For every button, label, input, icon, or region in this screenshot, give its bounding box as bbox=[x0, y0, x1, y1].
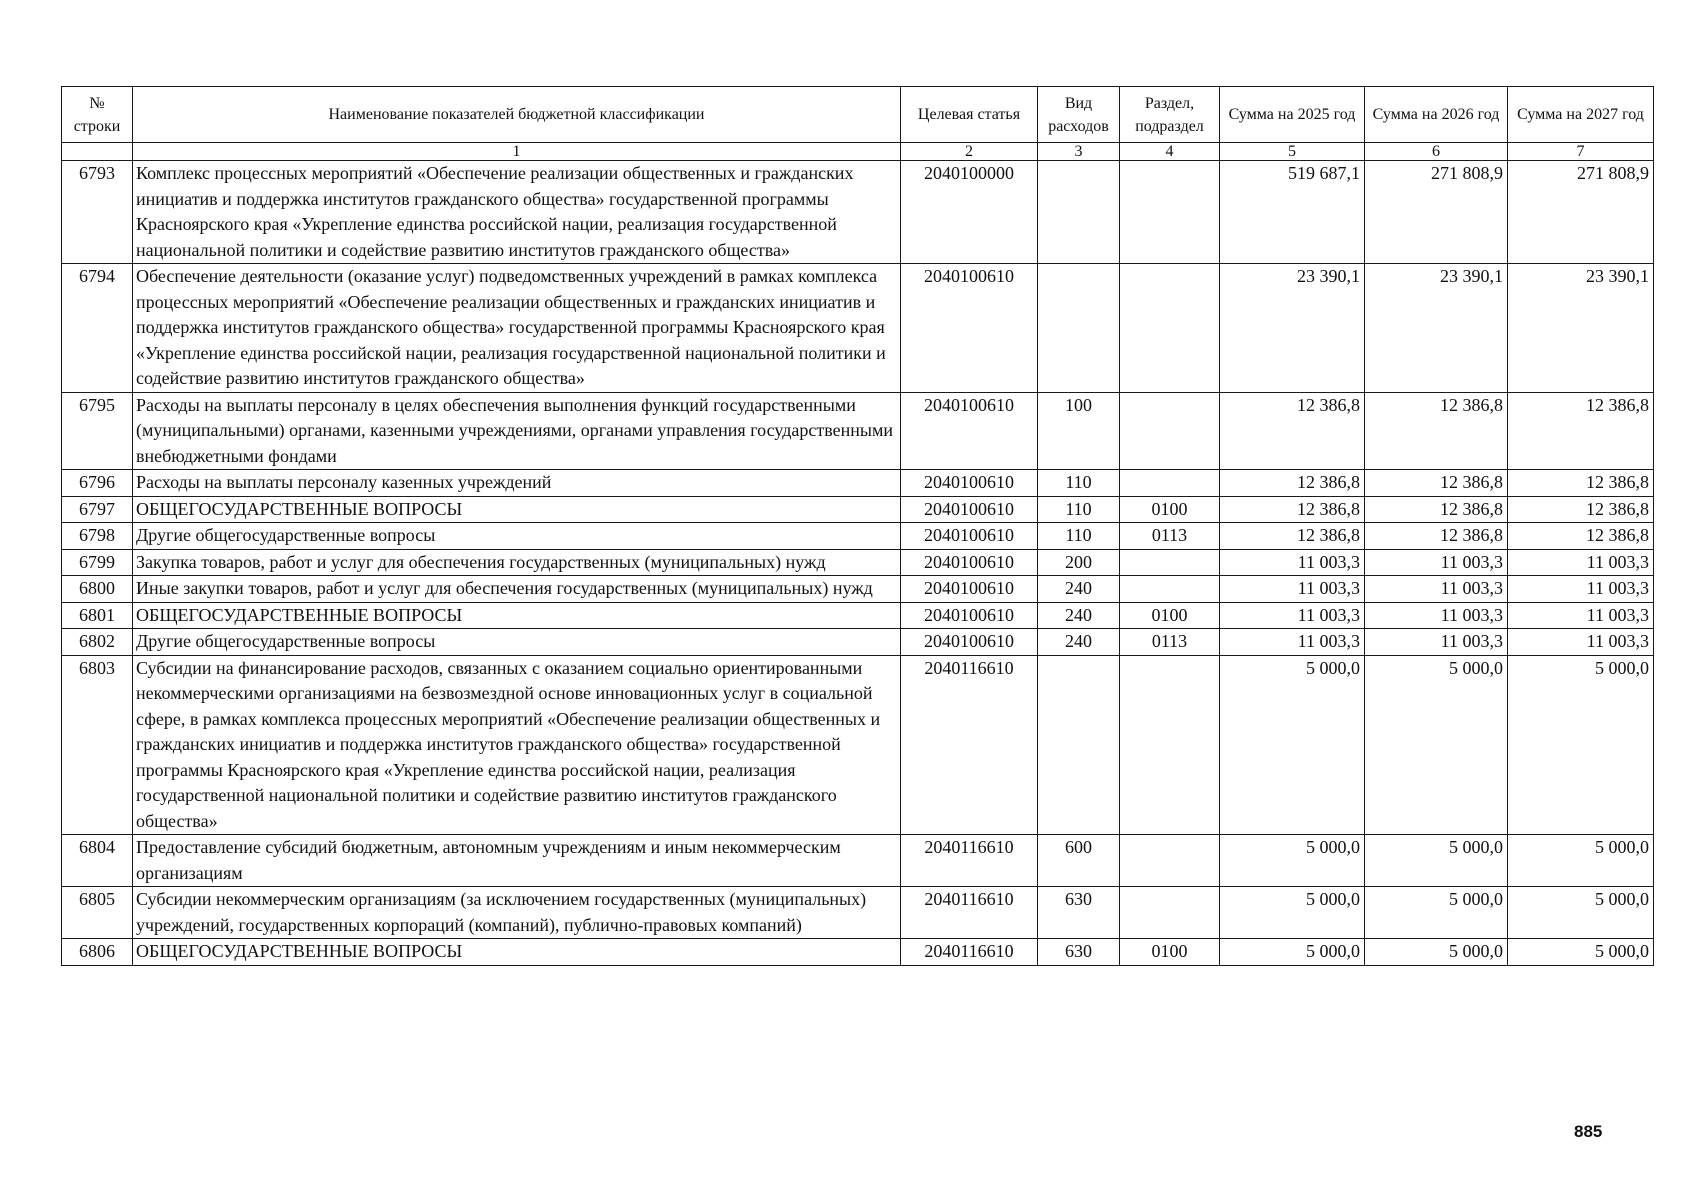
row-number: 6799 bbox=[62, 549, 133, 576]
table-row bbox=[62, 523, 1654, 550]
sum-2027: 12 386,8 bbox=[1508, 523, 1654, 550]
table-row bbox=[62, 655, 1654, 835]
target-article: 2040116610 bbox=[901, 835, 1038, 887]
table-row bbox=[62, 470, 1654, 497]
sum-2025: 11 003,3 bbox=[1220, 549, 1365, 576]
header-indicator-name: Наименование показателей бюджетной классификации bbox=[133, 87, 901, 143]
sum-2026: 11 003,3 bbox=[1365, 602, 1508, 629]
section-code bbox=[1120, 549, 1220, 576]
header-target-article: Целевая статья bbox=[901, 87, 1038, 143]
indicator-name: Расходы на выплаты персоналу в целях обеспечения выполнения функций государственными (муниципальными) органами, казенными учреждениями, органами управления государственными внебюджетными фондами bbox=[133, 392, 901, 470]
indicator-name: Предоставление субсидий бюджетным, автономным учреждениям и иным некоммерческим организациям bbox=[133, 835, 901, 887]
section-code bbox=[1120, 470, 1220, 497]
column-number: 4 bbox=[1120, 143, 1220, 161]
indicator-name: Другие общегосударственные вопросы bbox=[133, 523, 901, 550]
row-number: 6806 bbox=[62, 939, 133, 966]
header-sum-2027: Сумма на 2027 год bbox=[1508, 87, 1654, 143]
indicator-name: ОБЩЕГОСУДАРСТВЕННЫЕ ВОПРОСЫ bbox=[133, 602, 901, 629]
expense-type bbox=[1038, 264, 1120, 393]
header-row-number: № строки bbox=[62, 87, 133, 143]
table-row bbox=[62, 576, 1654, 603]
row-number: 6804 bbox=[62, 835, 133, 887]
header-row bbox=[62, 87, 1654, 143]
sum-2027: 271 808,9 bbox=[1508, 161, 1654, 264]
expense-type: 110 bbox=[1038, 496, 1120, 523]
section-code: 0113 bbox=[1120, 629, 1220, 656]
indicator-name: ОБЩЕГОСУДАРСТВЕННЫЕ ВОПРОСЫ bbox=[133, 939, 901, 966]
row-number: 6793 bbox=[62, 161, 133, 264]
target-article: 2040116610 bbox=[901, 887, 1038, 939]
sum-2025: 12 386,8 bbox=[1220, 470, 1365, 497]
column-number: 3 bbox=[1038, 143, 1120, 161]
indicator-name: Другие общегосударственные вопросы bbox=[133, 629, 901, 656]
section-code: 0113 bbox=[1120, 523, 1220, 550]
target-article: 2040100610 bbox=[901, 602, 1038, 629]
row-number: 6796 bbox=[62, 470, 133, 497]
sum-2026: 12 386,8 bbox=[1365, 523, 1508, 550]
target-article: 2040100610 bbox=[901, 576, 1038, 603]
target-article: 2040100610 bbox=[901, 629, 1038, 656]
target-article: 2040100610 bbox=[901, 392, 1038, 470]
indicator-name: Комплекс процессных мероприятий «Обеспечение реализации общественных и гражданских инициатив и поддержка институтов гражданского общества» государственной программы Красноярского края «Укрепление единства российской нации, реализация государственной национальной политики и содействие развитию институтов гражданского общества» bbox=[133, 161, 901, 264]
row-number: 6805 bbox=[62, 887, 133, 939]
sum-2027: 12 386,8 bbox=[1508, 470, 1654, 497]
table-row bbox=[62, 496, 1654, 523]
budget-table-container bbox=[61, 86, 1653, 966]
header-sum-2026: Сумма на 2026 год bbox=[1365, 87, 1508, 143]
sum-2026: 12 386,8 bbox=[1365, 496, 1508, 523]
indicator-name: ОБЩЕГОСУДАРСТВЕННЫЕ ВОПРОСЫ bbox=[133, 496, 901, 523]
sum-2025: 5 000,0 bbox=[1220, 887, 1365, 939]
section-code: 0100 bbox=[1120, 602, 1220, 629]
target-article: 2040116610 bbox=[901, 939, 1038, 966]
expense-type: 240 bbox=[1038, 602, 1120, 629]
indicator-name: Расходы на выплаты персоналу казенных учреждений bbox=[133, 470, 901, 497]
expense-type bbox=[1038, 655, 1120, 835]
column-number: 6 bbox=[1365, 143, 1508, 161]
section-code: 0100 bbox=[1120, 496, 1220, 523]
sum-2025: 5 000,0 bbox=[1220, 939, 1365, 966]
column-number: 1 bbox=[133, 143, 901, 161]
target-article: 2040116610 bbox=[901, 655, 1038, 835]
row-number: 6801 bbox=[62, 602, 133, 629]
sum-2027: 12 386,8 bbox=[1508, 392, 1654, 470]
table-row bbox=[62, 887, 1654, 939]
expense-type bbox=[1038, 161, 1120, 264]
section-code bbox=[1120, 655, 1220, 835]
budget-table bbox=[61, 86, 1654, 966]
sum-2027: 5 000,0 bbox=[1508, 939, 1654, 966]
row-number: 6794 bbox=[62, 264, 133, 393]
expense-type: 110 bbox=[1038, 523, 1120, 550]
expense-type: 600 bbox=[1038, 835, 1120, 887]
sum-2025: 12 386,8 bbox=[1220, 523, 1365, 550]
sum-2025: 5 000,0 bbox=[1220, 835, 1365, 887]
sum-2026: 271 808,9 bbox=[1365, 161, 1508, 264]
table-row bbox=[62, 939, 1654, 966]
indicator-name: Субсидии на финансирование расходов, связанных с оказанием социально ориентированными некоммерческими организациями на безвозмездной основе инновационных услуг в социальной сфере, в рамках комплекса процессных мероприятий «Обеспечение реализации общественных и гражданских инициатив и поддержка институтов гражданского общества» государственной программы Красноярского края «Укрепление единства российской нации, реализация государственной национальной политики и содействие развитию институтов гражданского общества» bbox=[133, 655, 901, 835]
target-article: 2040100610 bbox=[901, 523, 1038, 550]
sum-2026: 11 003,3 bbox=[1365, 629, 1508, 656]
target-article: 2040100610 bbox=[901, 496, 1038, 523]
header-section: Раздел, подраздел bbox=[1120, 87, 1220, 143]
expense-type: 240 bbox=[1038, 576, 1120, 603]
expense-type: 200 bbox=[1038, 549, 1120, 576]
sum-2025: 519 687,1 bbox=[1220, 161, 1365, 264]
table-row bbox=[62, 835, 1654, 887]
sum-2027: 11 003,3 bbox=[1508, 629, 1654, 656]
section-code bbox=[1120, 835, 1220, 887]
sum-2026: 12 386,8 bbox=[1365, 392, 1508, 470]
sum-2027: 11 003,3 bbox=[1508, 576, 1654, 603]
expense-type: 630 bbox=[1038, 887, 1120, 939]
target-article: 2040100610 bbox=[901, 549, 1038, 576]
expense-type: 110 bbox=[1038, 470, 1120, 497]
sum-2025: 12 386,8 bbox=[1220, 496, 1365, 523]
sum-2027: 12 386,8 bbox=[1508, 496, 1654, 523]
table-row bbox=[62, 392, 1654, 470]
sum-2026: 23 390,1 bbox=[1365, 264, 1508, 393]
column-number: 7 bbox=[1508, 143, 1654, 161]
sum-2027: 23 390,1 bbox=[1508, 264, 1654, 393]
sum-2026: 5 000,0 bbox=[1365, 939, 1508, 966]
section-code: 0100 bbox=[1120, 939, 1220, 966]
column-number: 5 bbox=[1220, 143, 1365, 161]
header-sum-2025: Сумма на 2025 год bbox=[1220, 87, 1365, 143]
target-article: 2040100000 bbox=[901, 161, 1038, 264]
row-number: 6798 bbox=[62, 523, 133, 550]
sum-2025: 23 390,1 bbox=[1220, 264, 1365, 393]
row-number: 6800 bbox=[62, 576, 133, 603]
section-code bbox=[1120, 161, 1220, 264]
table-row bbox=[62, 629, 1654, 656]
target-article: 2040100610 bbox=[901, 264, 1038, 393]
sum-2026: 11 003,3 bbox=[1365, 576, 1508, 603]
column-number bbox=[62, 143, 133, 161]
section-code bbox=[1120, 264, 1220, 393]
sum-2025: 12 386,8 bbox=[1220, 392, 1365, 470]
sum-2027: 11 003,3 bbox=[1508, 549, 1654, 576]
header-expense-type: Вид расходов bbox=[1038, 87, 1120, 143]
table-row bbox=[62, 602, 1654, 629]
table-row bbox=[62, 264, 1654, 393]
row-number: 6797 bbox=[62, 496, 133, 523]
sum-2025: 5 000,0 bbox=[1220, 655, 1365, 835]
expense-type: 240 bbox=[1038, 629, 1120, 656]
sum-2027: 5 000,0 bbox=[1508, 655, 1654, 835]
sum-2026: 5 000,0 bbox=[1365, 835, 1508, 887]
indicator-name: Обеспечение деятельности (оказание услуг) подведомственных учреждений в рамках комплекса процессных мероприятий «Обеспечение реализации общественных и гражданских инициатив и поддержка институтов гражданского общества» государственной программы Красноярского края «Укрепление единства российской нации, реализация государственной национальной политики и содействие развитию институтов гражданского общества» bbox=[133, 264, 901, 393]
indicator-name: Закупка товаров, работ и услуг для обеспечения государственных (муниципальных) нужд bbox=[133, 549, 901, 576]
sum-2026: 12 386,8 bbox=[1365, 470, 1508, 497]
page-number: 885 bbox=[1574, 1122, 1603, 1141]
row-number: 6795 bbox=[62, 392, 133, 470]
target-article: 2040100610 bbox=[901, 470, 1038, 497]
column-number: 2 bbox=[901, 143, 1038, 161]
section-code bbox=[1120, 576, 1220, 603]
sum-2027: 11 003,3 bbox=[1508, 602, 1654, 629]
row-number: 6803 bbox=[62, 655, 133, 835]
section-code bbox=[1120, 392, 1220, 470]
sum-2025: 11 003,3 bbox=[1220, 602, 1365, 629]
table-row bbox=[62, 161, 1654, 264]
sum-2027: 5 000,0 bbox=[1508, 887, 1654, 939]
indicator-name: Иные закупки товаров, работ и услуг для обеспечения государственных (муниципальных) нужд bbox=[133, 576, 901, 603]
sum-2026: 5 000,0 bbox=[1365, 655, 1508, 835]
column-number-row bbox=[62, 143, 1654, 161]
indicator-name: Субсидии некоммерческим организациям (за исключением государственных (муниципальных) учреждений, государственных корпораций (компаний), публично-правовых компаний) bbox=[133, 887, 901, 939]
sum-2026: 11 003,3 bbox=[1365, 549, 1508, 576]
row-number: 6802 bbox=[62, 629, 133, 656]
section-code bbox=[1120, 887, 1220, 939]
sum-2026: 5 000,0 bbox=[1365, 887, 1508, 939]
sum-2025: 11 003,3 bbox=[1220, 629, 1365, 656]
table-row bbox=[62, 549, 1654, 576]
sum-2025: 11 003,3 bbox=[1220, 576, 1365, 603]
expense-type: 630 bbox=[1038, 939, 1120, 966]
expense-type: 100 bbox=[1038, 392, 1120, 470]
sum-2027: 5 000,0 bbox=[1508, 835, 1654, 887]
